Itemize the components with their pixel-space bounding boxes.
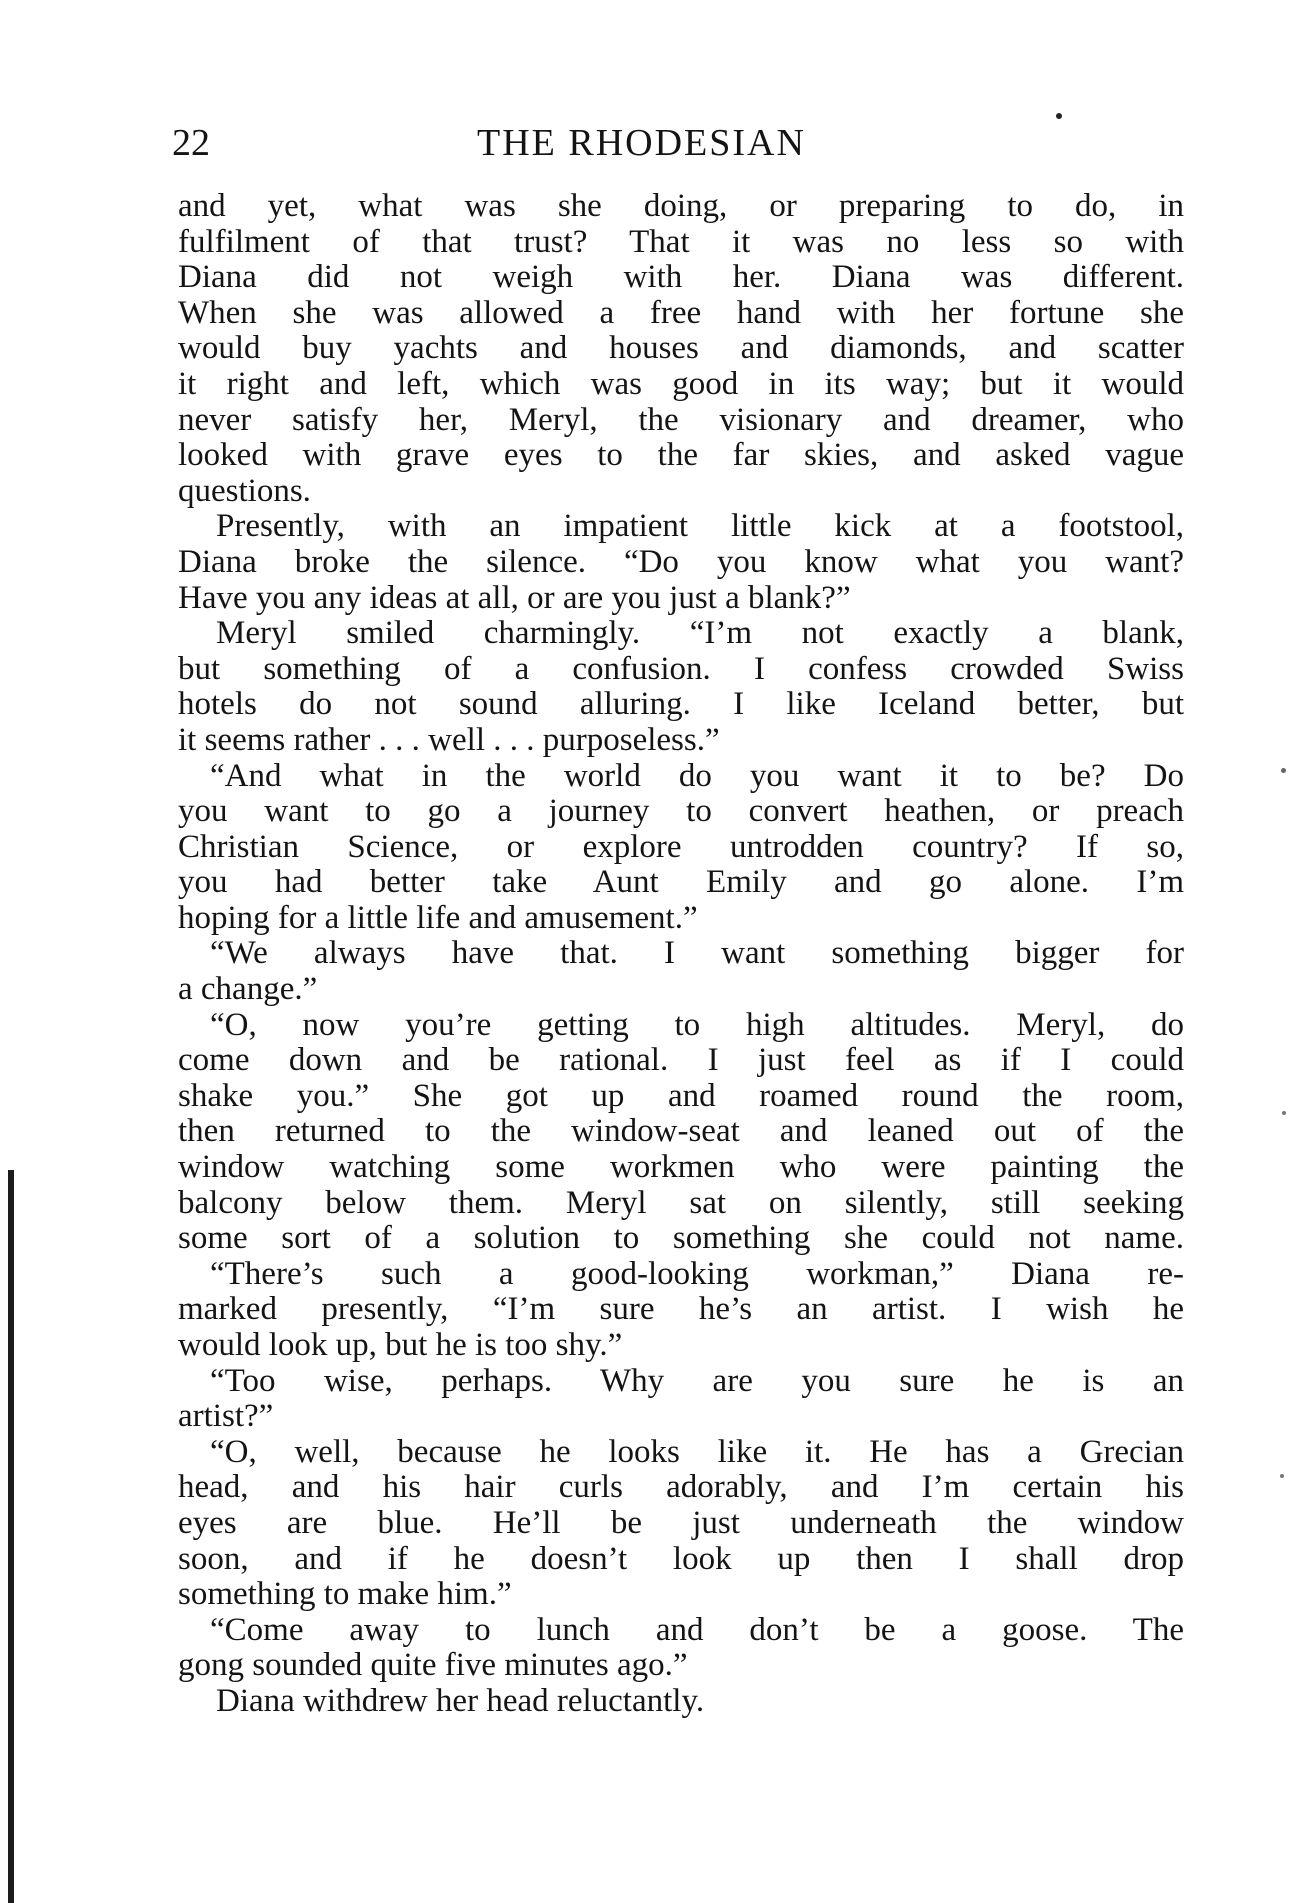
text-line: hotels do not sound alluring. I like Iceland better, but [178,686,1184,723]
ink-speck [1280,1474,1284,1478]
text-line: soon, and if he doesn’t look up then I shall drop [178,1540,1184,1577]
text-line: would buy yachts and houses and diamonds, and scatter [178,330,1184,367]
text-line: it seems rather . . . well . . . purposeless.” [178,721,720,758]
text-line: Diana broke the silence. “Do you know what you want? [178,543,1184,580]
text-line: you had better take Aunt Emily and go alone. I’m [178,864,1184,901]
text-line: but something of a confusion. I confess crowded Swiss [178,650,1184,687]
text-line: “And what in the world do you want it to be? Do [210,757,1184,794]
text-line: Diana withdrew her head reluctantly. [216,1682,705,1719]
text-line: something to make him.” [178,1576,512,1613]
text-line: Meryl smiled charmingly. “I’m not exactly a blank, [216,615,1184,652]
text-line: come down and be rational. I just feel as if I could [178,1042,1184,1079]
ink-speck [1282,1111,1286,1115]
text-line: would look up, but he is too shy.” [178,1327,623,1363]
running-head [172,118,1182,168]
scan-edge-shadow [8,1170,14,1903]
text-line: shake you.” She got up and roamed round the room, [178,1077,1184,1114]
page-number: 22 [172,122,210,164]
text-line: never satisfy her, Meryl, the visionary and dreamer, who [178,401,1184,438]
body-text [178,189,1184,1720]
text-line: “O, now you’re getting to high altitudes. Meryl, do [210,1006,1184,1043]
text-line: eyes are blue. He’ll be just underneath the window [178,1504,1184,1541]
text-line: it right and left, which was good in its way; but it would [178,365,1184,402]
text-line: “We always have that. I want something bigger for [210,935,1184,972]
text-line: “There’s such a good-looking workman,” Diana re- [210,1255,1184,1292]
text-line: marked presently, “I’m sure he’s an artist. I wish he [178,1291,1184,1328]
text-line: artist?” [178,1398,274,1435]
text-line: “Come away to lunch and don’t be a goose. The [210,1611,1184,1648]
text-line: and yet, what was she doing, or preparing to do, in [178,188,1184,224]
text-line: a change.” [178,971,318,1008]
text-line: looked with grave eyes to the far skies, and asked vague [178,437,1184,474]
text-line: fulfilment of that trust? That it was no less so with [178,223,1184,260]
text-line: “Too wise, perhaps. Why are you sure he is an [210,1362,1184,1399]
text-line: hoping for a little life and amusement.” [178,899,698,936]
text-line: When she was allowed a free hand with her fortune she [178,294,1184,331]
text-line: questions. [178,472,311,509]
text-line: Christian Science, or explore untrodden country? If so, [178,828,1184,865]
text-line: then returned to the window-seat and leaned out of the [178,1113,1184,1150]
ink-speck [1056,113,1062,119]
text-line: window watching some workmen who were painting the [178,1149,1184,1186]
text-line: head, and his hair curls adorably, and I’m certain his [178,1469,1184,1506]
text-line: Presently, with an impatient little kick at a footstool, [216,508,1184,545]
text-line: some sort of a solution to something she could not name. [178,1220,1184,1257]
text-line: Have you any ideas at all, or are you just a blank?” [178,579,851,616]
running-title: THE RHODESIAN [477,122,806,164]
text-line: gong sounded quite five minutes ago.” [178,1647,688,1684]
text-line: balcony below them. Meryl sat on silently, still seeking [178,1184,1184,1221]
ink-speck [1281,768,1286,773]
text-line: “O, well, because he looks like it. He has a Grecian [210,1433,1184,1470]
text-line: Diana did not weigh with her. Diana was different. [178,259,1184,296]
text-line: you want to go a journey to convert heathen, or preach [178,793,1184,830]
